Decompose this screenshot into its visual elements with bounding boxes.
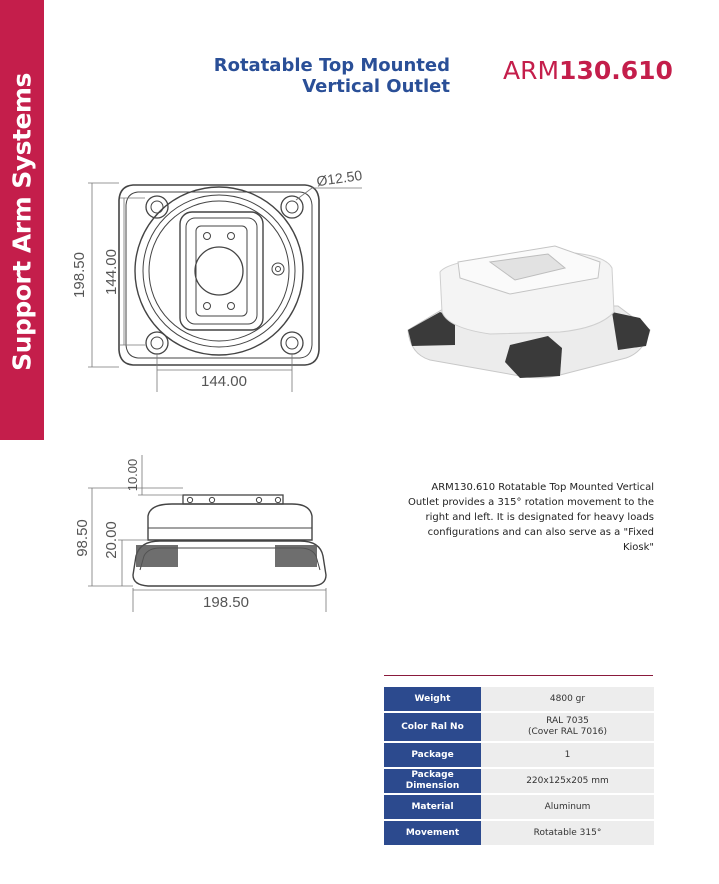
spec-row-package	[384, 743, 654, 767]
spec-key: Movement	[384, 821, 481, 845]
spec-value: 220x125x205 mm	[481, 769, 654, 793]
spec-key: Package Dimension	[384, 769, 481, 793]
spec-value: 1	[481, 743, 654, 767]
dim-inner-width: 144.00	[201, 373, 247, 390]
product-title-line1: Rotatable Top Mounted	[213, 55, 450, 76]
spec-row-color	[384, 713, 654, 741]
spec-value-line2: (Cover RAL 7016)	[527, 727, 608, 737]
spec-divider	[384, 675, 653, 676]
dim-outer-height: 198.50	[71, 252, 88, 298]
product-code	[503, 56, 673, 85]
sidebar-tab	[0, 0, 44, 440]
spec-key: Package	[384, 743, 481, 767]
product-code-prefix: ARM	[503, 56, 560, 85]
dim-inner-height: 144.00	[103, 249, 120, 295]
product-title	[214, 55, 450, 97]
product-render	[395, 235, 665, 405]
dim-width: 198.50	[203, 594, 249, 611]
spec-value: 4800 gr	[481, 687, 654, 711]
side-view-drawing	[60, 450, 340, 620]
spec-key: Weight	[384, 687, 481, 711]
spec-value	[481, 713, 654, 741]
spec-value: Rotatable 315°	[481, 821, 654, 845]
spec-row-weight	[384, 687, 654, 711]
product-description: ARM130.610 Rotatable Top Mounted Vertical Outlet provides a 315° rotation movement to the right and left. It is designated for heavy loads configurations and can also serve as a "Fixed Kiosk"	[408, 482, 654, 553]
sidebar-label: Support Arm Systems	[7, 73, 37, 371]
dim-base-height: 20.00	[103, 521, 120, 559]
product-code-number: 130.610	[559, 56, 673, 85]
spec-row-material	[384, 795, 654, 819]
spec-value: Aluminum	[481, 795, 654, 819]
dim-hole-diameter: Ø12.50	[315, 166, 364, 190]
dim-total-height: 98.50	[74, 519, 91, 557]
dim-top-height: 10.00	[125, 458, 140, 492]
spec-row-movement	[384, 821, 654, 845]
spec-value-line1: RAL 7035	[546, 716, 589, 726]
product-title-line2: Vertical Outlet	[302, 76, 450, 97]
spec-key: Material	[384, 795, 481, 819]
spec-key: Color Ral No	[384, 713, 481, 741]
top-view-drawing	[60, 165, 380, 395]
spec-row-package-dimension	[384, 769, 654, 793]
spec-table	[384, 685, 654, 847]
